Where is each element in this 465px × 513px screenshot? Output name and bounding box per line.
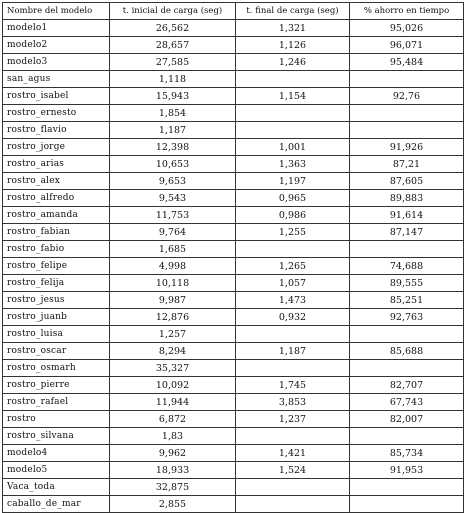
cell-model-name: rostro_juanb — [3, 309, 110, 326]
table-row — [3, 377, 464, 394]
cell-time-savings-percent: 89,555 — [350, 275, 464, 292]
cell-final-load-time: 1,473 — [236, 292, 350, 309]
cell-initial-load-time: 28,657 — [110, 37, 236, 54]
cell-time-savings-percent: 96,071 — [350, 37, 464, 54]
cell-time-savings-percent: 85,734 — [350, 445, 464, 462]
cell-final-load-time: 1,154 — [236, 88, 350, 105]
table-body — [3, 20, 464, 513]
table-row — [3, 37, 464, 54]
cell-model-name: caballo_de_mar — [3, 496, 110, 513]
header-time-savings-percent: % ahorro en tiempo — [350, 3, 464, 20]
cell-final-load-time — [236, 428, 350, 445]
cell-time-savings-percent: 89,883 — [350, 190, 464, 207]
cell-time-savings-percent: 92,763 — [350, 309, 464, 326]
cell-final-load-time: 1,197 — [236, 173, 350, 190]
cell-time-savings-percent: 91,926 — [350, 139, 464, 156]
cell-final-load-time: 1,745 — [236, 377, 350, 394]
table-row — [3, 462, 464, 479]
table-row — [3, 394, 464, 411]
table-row — [3, 360, 464, 377]
cell-initial-load-time: 27,585 — [110, 54, 236, 71]
cell-final-load-time: 1,237 — [236, 411, 350, 428]
cell-initial-load-time: 35,327 — [110, 360, 236, 377]
cell-initial-load-time: 10,092 — [110, 377, 236, 394]
cell-model-name: rostro_alfredo — [3, 190, 110, 207]
cell-final-load-time: 1,255 — [236, 224, 350, 241]
cell-initial-load-time: 6,872 — [110, 411, 236, 428]
cell-model-name: san_agus — [3, 71, 110, 88]
cell-final-load-time: 1,321 — [236, 20, 350, 37]
cell-initial-load-time: 1,685 — [110, 241, 236, 258]
cell-model-name: modelo5 — [3, 462, 110, 479]
cell-time-savings-percent: 82,707 — [350, 377, 464, 394]
cell-model-name: rostro_felipe — [3, 258, 110, 275]
cell-model-name: rostro_jesus — [3, 292, 110, 309]
header-model-name: Nombre del modelo — [3, 3, 110, 20]
cell-initial-load-time: 9,987 — [110, 292, 236, 309]
cell-time-savings-percent: 91,953 — [350, 462, 464, 479]
cell-initial-load-time: 4,998 — [110, 258, 236, 275]
cell-final-load-time: 1,421 — [236, 445, 350, 462]
table-row — [3, 156, 464, 173]
cell-initial-load-time: 32,875 — [110, 479, 236, 496]
cell-time-savings-percent: 92,76 — [350, 88, 464, 105]
cell-final-load-time — [236, 71, 350, 88]
table-row — [3, 292, 464, 309]
cell-model-name: rostro_rafael — [3, 394, 110, 411]
cell-time-savings-percent: 85,688 — [350, 343, 464, 360]
cell-model-name: rostro_oscar — [3, 343, 110, 360]
cell-final-load-time: 0,932 — [236, 309, 350, 326]
cell-final-load-time: 1,057 — [236, 275, 350, 292]
cell-final-load-time: 1,246 — [236, 54, 350, 71]
cell-initial-load-time: 10,118 — [110, 275, 236, 292]
cell-initial-load-time: 26,562 — [110, 20, 236, 37]
cell-model-name: rostro_isabel — [3, 88, 110, 105]
cell-model-name: modelo1 — [3, 20, 110, 37]
cell-initial-load-time: 9,653 — [110, 173, 236, 190]
cell-model-name: rostro_felija — [3, 275, 110, 292]
cell-time-savings-percent — [350, 479, 464, 496]
cell-model-name: rostro — [3, 411, 110, 428]
cell-initial-load-time: 11,944 — [110, 394, 236, 411]
cell-final-load-time — [236, 479, 350, 496]
load-time-table — [2, 2, 464, 513]
cell-initial-load-time: 18,933 — [110, 462, 236, 479]
cell-final-load-time: 1,001 — [236, 139, 350, 156]
cell-model-name: rostro_alex — [3, 173, 110, 190]
cell-final-load-time — [236, 105, 350, 122]
cell-time-savings-percent — [350, 71, 464, 88]
cell-final-load-time: 3,853 — [236, 394, 350, 411]
cell-model-name: rostro_ernesto — [3, 105, 110, 122]
cell-initial-load-time: 8,294 — [110, 343, 236, 360]
cell-final-load-time — [236, 360, 350, 377]
table-row — [3, 326, 464, 343]
cell-model-name: rostro_silvana — [3, 428, 110, 445]
cell-time-savings-percent: 67,743 — [350, 394, 464, 411]
table-header-row — [3, 3, 464, 20]
cell-initial-load-time: 1,83 — [110, 428, 236, 445]
cell-time-savings-percent: 74,688 — [350, 258, 464, 275]
table-row — [3, 54, 464, 71]
table-row — [3, 122, 464, 139]
table-row — [3, 258, 464, 275]
cell-model-name: rostro_flavio — [3, 122, 110, 139]
cell-model-name: rostro_amanda — [3, 207, 110, 224]
table-row — [3, 275, 464, 292]
cell-initial-load-time: 2,855 — [110, 496, 236, 513]
table-row — [3, 496, 464, 513]
table-row — [3, 207, 464, 224]
cell-initial-load-time: 11,753 — [110, 207, 236, 224]
cell-final-load-time — [236, 326, 350, 343]
table-row — [3, 479, 464, 496]
cell-time-savings-percent: 87,605 — [350, 173, 464, 190]
cell-model-name: modelo2 — [3, 37, 110, 54]
header-final-load-time: t. final de carga (seg) — [236, 3, 350, 20]
cell-time-savings-percent: 82,007 — [350, 411, 464, 428]
cell-final-load-time: 0,986 — [236, 207, 350, 224]
cell-time-savings-percent — [350, 496, 464, 513]
cell-time-savings-percent — [350, 241, 464, 258]
cell-time-savings-percent: 95,484 — [350, 54, 464, 71]
table-row — [3, 139, 464, 156]
table-row — [3, 190, 464, 207]
table-row — [3, 411, 464, 428]
cell-model-name: rostro_luisa — [3, 326, 110, 343]
cell-initial-load-time: 9,962 — [110, 445, 236, 462]
cell-model-name: modelo3 — [3, 54, 110, 71]
cell-initial-load-time: 1,854 — [110, 105, 236, 122]
cell-model-name: rostro_pierre — [3, 377, 110, 394]
cell-initial-load-time: 1,187 — [110, 122, 236, 139]
table-row — [3, 343, 464, 360]
cell-model-name: rostro_fabio — [3, 241, 110, 258]
cell-initial-load-time: 9,543 — [110, 190, 236, 207]
cell-model-name: rostro_fabian — [3, 224, 110, 241]
cell-final-load-time — [236, 496, 350, 513]
cell-time-savings-percent: 87,147 — [350, 224, 464, 241]
table-row — [3, 20, 464, 37]
cell-time-savings-percent: 95,026 — [350, 20, 464, 37]
cell-final-load-time: 1,265 — [236, 258, 350, 275]
table-row — [3, 309, 464, 326]
table-row — [3, 105, 464, 122]
cell-final-load-time — [236, 241, 350, 258]
cell-final-load-time: 1,187 — [236, 343, 350, 360]
table-row — [3, 428, 464, 445]
cell-initial-load-time: 15,943 — [110, 88, 236, 105]
table-row — [3, 224, 464, 241]
cell-model-name: rostro_jorge — [3, 139, 110, 156]
table-row — [3, 241, 464, 258]
cell-time-savings-percent — [350, 428, 464, 445]
cell-initial-load-time: 10,653 — [110, 156, 236, 173]
cell-final-load-time: 0,965 — [236, 190, 350, 207]
cell-final-load-time: 1,363 — [236, 156, 350, 173]
cell-time-savings-percent: 85,251 — [350, 292, 464, 309]
cell-time-savings-percent: 87,21 — [350, 156, 464, 173]
cell-time-savings-percent — [350, 360, 464, 377]
cell-final-load-time: 1,524 — [236, 462, 350, 479]
cell-model-name: rostro_osmarh — [3, 360, 110, 377]
table-row — [3, 445, 464, 462]
cell-time-savings-percent — [350, 105, 464, 122]
table-row — [3, 173, 464, 190]
cell-initial-load-time: 9,764 — [110, 224, 236, 241]
cell-model-name: rostro_arias — [3, 156, 110, 173]
table-row — [3, 71, 464, 88]
cell-model-name: modelo4 — [3, 445, 110, 462]
cell-final-load-time — [236, 122, 350, 139]
cell-initial-load-time: 1,257 — [110, 326, 236, 343]
cell-time-savings-percent — [350, 326, 464, 343]
table-row — [3, 88, 464, 105]
cell-model-name: Vaca_toda — [3, 479, 110, 496]
header-initial-load-time: t. inicial de carga (seg) — [110, 3, 236, 20]
cell-final-load-time: 1,126 — [236, 37, 350, 54]
cell-initial-load-time: 1,118 — [110, 71, 236, 88]
cell-time-savings-percent: 91,614 — [350, 207, 464, 224]
cell-initial-load-time: 12,876 — [110, 309, 236, 326]
cell-time-savings-percent — [350, 122, 464, 139]
cell-initial-load-time: 12,398 — [110, 139, 236, 156]
